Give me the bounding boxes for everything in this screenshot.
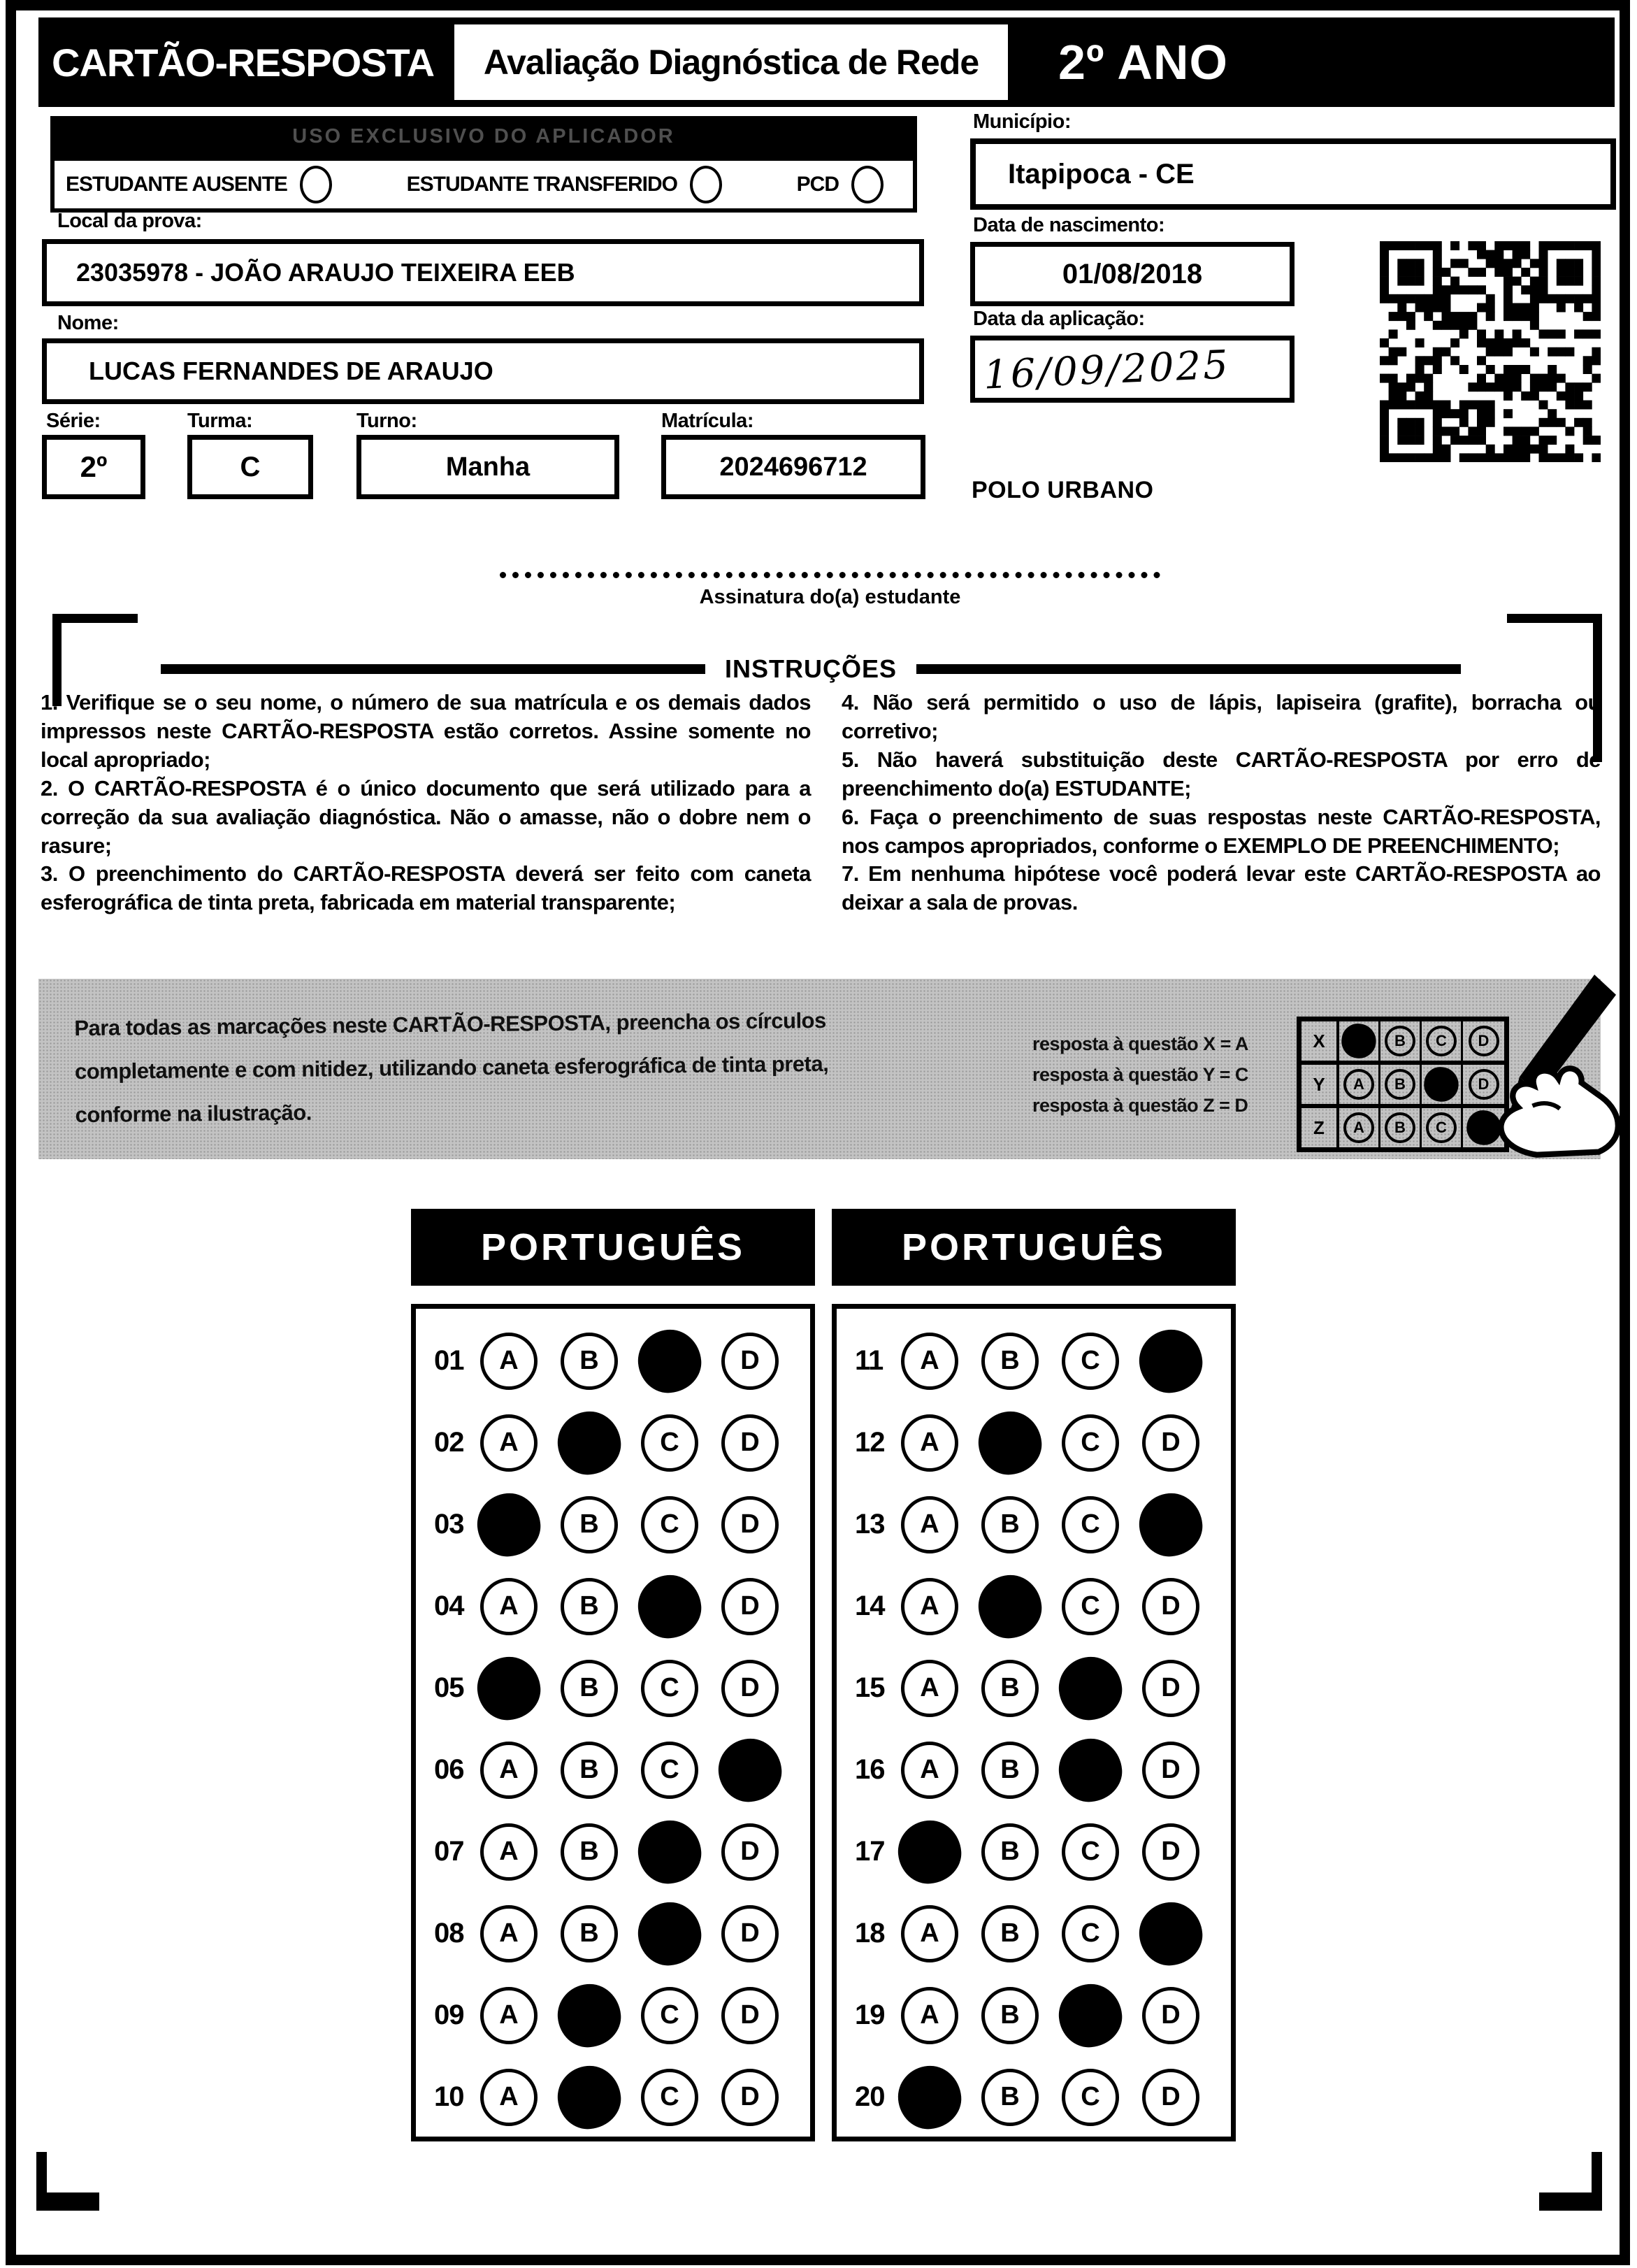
answer-bubble-B[interactable]: B [981,1905,1039,1962]
instructions-title: INSTRUÇÕES [724,654,897,683]
answer-bubble-D[interactable]: D [1142,1823,1199,1881]
answer-bubble-D[interactable]: D [1142,1578,1199,1635]
grade-banner: 2º ANO [1015,17,1615,107]
example-grid-cell [1380,1108,1422,1147]
applicator-option-circle[interactable] [690,166,722,203]
signature-label: Assinatura do(a) estudante [699,586,961,608]
example-legend-line: resposta à questão Z = D [1032,1095,1248,1116]
answer-bubble-A[interactable]: A [901,1742,958,1799]
answer-bubble-A[interactable]: A [480,1905,538,1962]
nascimento-value: 01/08/2018 [970,242,1295,306]
answer-bubble-C[interactable]: C [641,2069,698,2126]
question-row [837,1484,1231,1565]
example-band [38,979,1601,1159]
question-number: 10 [434,2081,464,2112]
serie-label: Série: [46,410,101,432]
answer-bubble-A[interactable]: A [901,1496,958,1553]
applicator-option-label: PCD [796,173,839,196]
example-text: Para todas as marcações neste CARTÃO-RESPOSTA, preencha os círculos completamente e com nitidez, utilizando caneta esferográfica de tinta preta, conforme na ilustração. [74,1007,829,1128]
answer-bubble-D[interactable] [716,1736,784,1804]
answer-bubble-A[interactable]: A [901,1987,958,2044]
instructions-columns [41,689,1602,917]
instructions-rule-left [161,664,705,674]
serie-value: 2º [42,435,145,499]
example-bubble-A [1339,1021,1378,1061]
answer-bubble-B[interactable] [555,1409,623,1477]
answer-bubble-C[interactable]: C [641,1742,698,1799]
answer-bubble-B[interactable]: B [561,1578,618,1635]
instruction-item: 4. Não será permitido o uso de lápis, lapiseira (grafite), borracha ou corretivo; [842,690,1601,743]
answer-bubble-C[interactable] [1056,1736,1125,1804]
answer-bubble-C[interactable]: C [1062,1333,1119,1390]
question-row [837,2056,1231,2138]
nome-label: Nome: [57,312,119,334]
aplicacao-field[interactable] [970,336,1295,403]
nome-value: LUCAS FERNANDES DE ARAUJO [42,338,924,404]
matricula-value: 2024696712 [661,435,925,499]
answer-bubble-A[interactable]: A [480,1333,538,1390]
answer-bubble-B[interactable]: B [561,1496,618,1553]
answer-bubble-C[interactable] [635,1327,704,1395]
answer-bubble-D[interactable]: D [721,1496,779,1553]
answer-bubble-D[interactable] [1137,1900,1205,1968]
answer-bubble-D[interactable]: D [721,1823,779,1881]
answer-bubble-D[interactable]: D [721,1660,779,1717]
applicator-option [797,166,884,203]
question-row [837,1647,1231,1729]
instruction-item: 5. Não haverá substituição deste CARTÃO-RESPOSTA por erro de preenchimento do(a) ESTUDANTE; [842,747,1601,801]
question-row [837,1893,1231,1974]
hand-pen-icon [1452,973,1637,1161]
question-number: 17 [855,1836,885,1867]
instructions-left [41,689,811,917]
answer-bubble-D[interactable]: D [1142,2069,1199,2126]
question-number: 06 [434,1754,464,1785]
question-row [416,1320,810,1402]
card-title: CARTÃO-RESPOSTA [38,17,447,107]
answer-bubble-B[interactable]: B [561,1905,618,1962]
question-number: 02 [434,1427,464,1458]
applicator-option-circle[interactable] [851,166,884,203]
question-number: 16 [855,1754,885,1785]
subject-header: PORTUGUÊS [832,1209,1236,1286]
answer-bubble-B[interactable]: B [561,1660,618,1717]
answer-bubble-A[interactable]: A [480,1823,538,1881]
question-number: 04 [434,1591,464,1621]
corner-mark-bottom-right [1539,2152,1602,2211]
signature-line[interactable] [500,572,1160,578]
answer-bubble-B[interactable]: B [561,1823,618,1881]
question-number: 14 [855,1591,885,1621]
answer-bubble-D[interactable] [1137,1491,1205,1559]
question-row [837,1729,1231,1811]
answer-bubble-D[interactable]: D [721,1333,779,1390]
example-bubble-A: A [1343,1069,1374,1100]
answer-bubble-C[interactable]: C [1062,1578,1119,1635]
answer-grid [832,1304,1236,2141]
answer-bubble-A[interactable]: A [480,2069,538,2126]
question-row [837,1402,1231,1484]
applicator-option-label: ESTUDANTE TRANSFERIDO [406,173,677,196]
question-row [416,2056,810,2138]
answer-bubble-D[interactable] [1137,1327,1205,1395]
answer-grid [411,1304,815,2141]
local-value: 23035978 - JOÃO ARAUJO TEIXEIRA EEB [42,239,924,306]
answer-bubble-B[interactable]: B [981,1333,1039,1390]
answer-bubble-A[interactable]: A [901,1333,958,1390]
question-row [416,1893,810,1974]
answer-bubble-A[interactable] [475,1491,543,1559]
instruction-item: 3. O preenchimento do CARTÃO-RESPOSTA deverá ser feito com caneta esferográfica de tinta preta, fabricada em material transparente; [41,861,811,915]
answer-bubble-A[interactable]: A [480,1414,538,1472]
question-row [416,1729,810,1811]
example-grid-cell [1339,1021,1380,1061]
answer-bubble-C[interactable]: C [641,1660,698,1717]
applicator-option-label: ESTUDANTE AUSENTE [66,173,287,196]
question-row [416,1484,810,1565]
answer-column [411,1209,815,2141]
question-number: 20 [855,2081,885,2112]
answer-bubble-D[interactable]: D [721,1578,779,1635]
example-bubble-D: D [1469,1069,1499,1100]
answer-bubble-C[interactable]: C [1062,1823,1119,1881]
question-number: 01 [434,1345,464,1376]
applicator-option-circle[interactable] [300,166,332,203]
answer-bubble-A[interactable]: A [901,1660,958,1717]
instructions-heading [161,654,1461,684]
question-row [837,1565,1231,1647]
answer-bubble-A[interactable]: A [901,1578,958,1635]
question-number: 13 [855,1509,885,1539]
question-row [416,1402,810,1484]
example-grid-cell [1380,1065,1422,1104]
answer-bubble-B[interactable] [976,1572,1044,1641]
question-row [416,1565,810,1647]
question-number: 15 [855,1672,885,1703]
matricula-label: Matrícula: [661,410,753,432]
example-bubble-B: B [1385,1026,1415,1056]
answer-bubble-A[interactable] [895,1818,964,1886]
answer-bubble-C[interactable] [635,1900,704,1968]
example-bubble-D: D [1469,1026,1499,1056]
answer-bubble-C[interactable]: C [1062,1496,1119,1553]
question-number: 19 [855,2000,885,2030]
answer-bubble-A[interactable]: A [480,1987,538,2044]
answer-bubble-B[interactable]: B [981,1823,1039,1881]
answer-bubble-B[interactable]: B [981,1496,1039,1553]
question-number: 07 [434,1836,464,1867]
applicator-option [66,166,332,203]
answer-bubble-B[interactable]: B [561,1333,618,1390]
assessment-title: Avaliação Diagnóstica de Rede [447,17,1015,107]
example-bubble-C: C [1426,1112,1457,1143]
answer-bubble-D[interactable]: D [1142,1414,1199,1472]
example-grid-row-label: Z [1301,1108,1339,1147]
answer-bubble-C[interactable]: C [641,1987,698,2044]
question-number: 05 [434,1672,464,1703]
answer-bubble-B[interactable] [976,1409,1044,1477]
question-row [837,1974,1231,2056]
turno-label: Turno: [356,410,417,432]
question-row [837,1320,1231,1402]
turno-value: Manha [356,435,619,499]
answer-bubble-D[interactable]: D [1142,1660,1199,1717]
answer-bubble-B[interactable]: B [561,1742,618,1799]
example-bubble-B: B [1385,1112,1415,1143]
question-row [416,1974,810,2056]
answer-bubble-B[interactable]: B [981,1660,1039,1717]
example-bubble-B: B [1385,1069,1415,1100]
applicator-options [50,157,917,213]
example-grid-cell [1339,1065,1380,1104]
question-number: 08 [434,1918,464,1948]
answer-bubble-A[interactable]: A [901,1414,958,1472]
instruction-item: 7. Em nenhuma hipótese você poderá levar este CARTÃO-RESPOSTA ao deixar a sala de provas. [842,861,1601,915]
answer-bubble-A[interactable]: A [901,1905,958,1962]
instructions-right [842,689,1601,917]
answer-bubble-C[interactable]: C [1062,2069,1119,2126]
example-bubble-C: C [1426,1026,1457,1056]
example-grid-row-label: X [1301,1021,1339,1061]
question-row [837,1811,1231,1893]
nascimento-label: Data de nascimento: [973,214,1165,236]
question-row [416,1647,810,1729]
answer-bubble-C[interactable] [1056,1981,1125,2050]
example-legend-line: resposta à questão Y = C [1032,1064,1248,1085]
answer-bubble-D[interactable]: D [721,1987,779,2044]
answer-bubble-C[interactable] [635,1572,704,1641]
answer-bubble-B[interactable]: B [981,1742,1039,1799]
answer-bubble-D[interactable]: D [721,2069,779,2126]
question-number: 03 [434,1509,464,1539]
question-row [416,1811,810,1893]
example-legend [1032,1035,1248,1127]
aplicacao-label: Data da aplicação: [973,308,1145,330]
corner-mark-bottom-left [36,2152,99,2211]
applicator-option [407,166,722,203]
example-legend-line: resposta à questão X = A [1032,1033,1248,1054]
polo-label: POLO URBANO [972,477,1154,503]
question-number: 12 [855,1427,885,1458]
answer-bubble-D[interactable]: D [721,1905,779,1962]
turma-label: Turma: [187,410,253,432]
answer-bubble-B[interactable]: B [981,2069,1039,2126]
example-bubble-A: A [1343,1112,1374,1143]
subject-header: PORTUGUÊS [411,1209,815,1286]
answer-bubble-C[interactable]: C [1062,1905,1119,1962]
question-number: 11 [855,1345,884,1376]
answer-bubble-D[interactable]: D [1142,1987,1199,2044]
instruction-item: 6. Faça o preenchimento de suas respostas neste CARTÃO-RESPOSTA, nos campos apropriados, conforme o EXEMPLO DE PREENCHIMENTO; [842,804,1601,858]
answer-bubble-B[interactable] [555,2063,623,2132]
answer-bubble-B[interactable]: B [981,1987,1039,2044]
answer-column [832,1209,1236,2141]
answer-bubble-D[interactable]: D [721,1414,779,1472]
answer-bubble-B[interactable] [555,1981,623,2050]
answer-bubble-A[interactable] [475,1654,543,1723]
example-grid-cell [1380,1021,1422,1061]
instructions-rule-right [916,664,1461,674]
answer-bubble-D[interactable]: D [1142,1742,1199,1799]
answer-bubble-C[interactable]: C [641,1496,698,1553]
example-grid-cell [1339,1108,1380,1147]
local-label: Local da prova: [57,210,202,232]
qr-code [1380,241,1601,462]
question-number: 18 [855,1918,885,1948]
municipio-value: Itapipoca - CE [970,138,1616,210]
applicator-bar: USO EXCLUSIVO DO APLICADOR [50,116,917,157]
answer-bubble-C[interactable] [1056,1654,1125,1723]
answer-bubble-A[interactable]: A [480,1742,538,1799]
instruction-item: 1. Verifique se o seu nome, o número de sua matrícula e os demais dados impressos neste CARTÃO-RESPOSTA estão corretos. Assine somente no local apropriado; [41,690,811,772]
aplicacao-handwritten-value: 16/09/2025 [982,342,1232,399]
answer-bubble-C[interactable]: C [1062,1414,1119,1472]
answer-bubble-A[interactable] [895,2063,964,2132]
answer-bubble-C[interactable]: C [641,1414,698,1472]
example-grid-row-label: Y [1301,1065,1339,1104]
answer-bubble-C[interactable] [635,1818,704,1886]
instruction-item: 2. O CARTÃO-RESPOSTA é o único documento que será utilizado para a correção da sua avaliação diagnóstica. Não o amasse, não o dobre nem o rasure; [41,775,811,858]
answer-bubble-A[interactable]: A [480,1578,538,1635]
turma-value: C [187,435,313,499]
question-number: 09 [434,2000,464,2030]
municipio-label: Município: [973,110,1071,133]
